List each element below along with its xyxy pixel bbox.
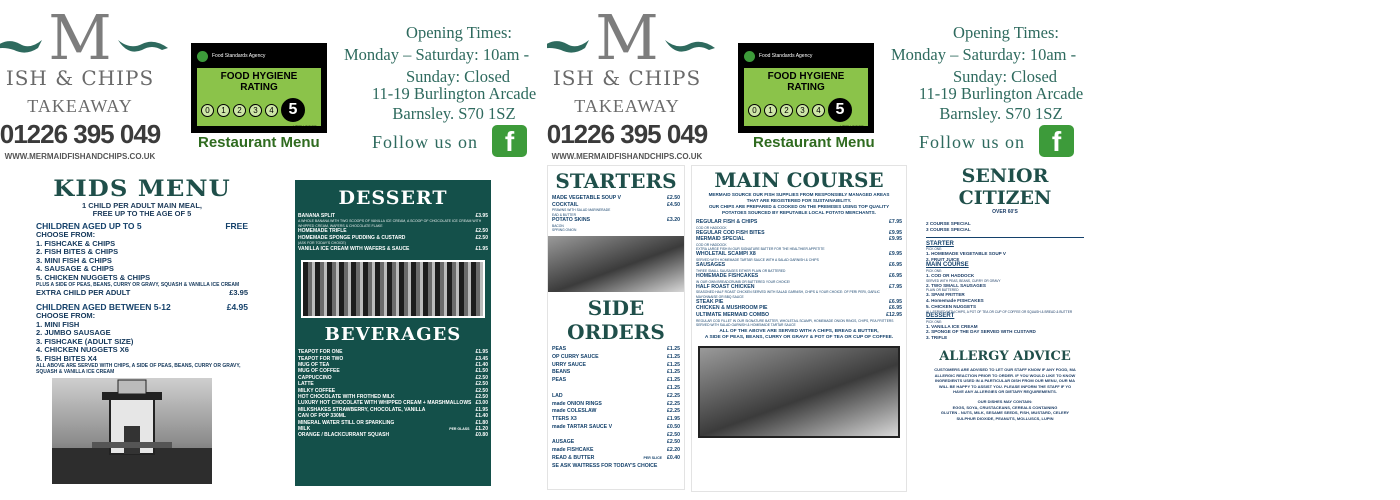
kids-note: PLUS A SIDE OF PEAS, BEANS, CURRY OR GRAVY, SQUASH & VANILLA ICE CREAM — [36, 282, 240, 288]
main-item-name: ULTIMATE MERMAID COMBO — [696, 311, 769, 318]
beverage-name: TEAPOT FOR TWO — [298, 355, 344, 362]
kids-item: 4. SAUSAGE & CHIPS — [36, 264, 114, 273]
main-item-price: £6.95 — [889, 305, 902, 312]
starters-sides-card — [547, 165, 685, 490]
beverage-price: £1.80 — [475, 419, 488, 426]
allergy-line: GLUTEN - NUTS, MILK, SESAME SEEDS, FISH, MUSTARD, CELERY — [940, 410, 1070, 416]
allergy-title: ALLERGY ADVICE — [939, 348, 1071, 364]
opening-sunday: Sunday: Closed — [405, 67, 511, 86]
side-name: LAD — [552, 392, 563, 399]
main-item-price: £6.95 — [889, 272, 902, 279]
dessert-item-price: £2.50 — [475, 234, 488, 241]
beverage-price: £1.95 — [475, 406, 488, 413]
kids-item: 3. FISHCAKE (ADULT SIZE) — [36, 336, 134, 346]
beverage-price: £1.20 — [475, 426, 488, 432]
hygiene-score: 3 — [249, 104, 262, 117]
facebook-icon[interactable]: f — [492, 125, 527, 157]
senior-subtitle: OVER 60'S — [992, 209, 1018, 215]
dessert-beverages-card — [295, 180, 491, 486]
address-line1: 11-19 Burlington Arcade — [371, 84, 537, 103]
menu-panel-right — [547, 0, 1400, 500]
dessert-title: DESSERT — [338, 187, 448, 209]
hygiene-score: 0 — [748, 104, 761, 117]
per-slice-note: PER SLICE — [643, 456, 663, 461]
mermaid-logo[interactable] — [547, 1, 717, 161]
boy-on-boat-photo — [698, 346, 900, 438]
website-link[interactable]: WWW.MERMAIDFISHANDCHIPS.CO.UK — [551, 152, 703, 161]
starter-name: COCKTAIL — [552, 201, 579, 208]
dessert-item-name: VANILLA ICE CREAM WITH WAFERS & SAUCE — [298, 245, 410, 252]
side-price: £1.95 — [667, 416, 680, 423]
side-price: £1.25 — [667, 377, 680, 384]
side-orders-footer: SE ASK WAITRESS FOR TODAY'S CHOICE — [552, 462, 658, 469]
senior-title: SENIOR CITIZEN — [958, 165, 1052, 209]
beverage-price: £2.50 — [475, 387, 488, 394]
kids-item: 2. JUMBO SAUSAGE — [36, 328, 111, 337]
kids-menu-card — [36, 176, 248, 376]
allergy-line: WILL BE HAPPY TO ASSIST YOU. PLEASE INFORM THE STAFF IF YO — [938, 383, 1072, 389]
kids-section-heading: CHILDREN AGED UP TO 5 — [36, 221, 142, 231]
kids-section-price: £4.95 — [226, 302, 248, 312]
starter-price: £3.20 — [667, 216, 680, 223]
logo-fish-name: ISH & CHIPS — [552, 66, 702, 90]
main-item-note: EXTRA LARGE FISH IN OUR SIGNATURE BATTER FOR THE HEALTHIER APPETITE — [696, 247, 825, 252]
main-intro-line: THAT ARE REGISTERED FOR SUSTAINABILITY. — [746, 198, 852, 203]
hygiene-label: VERY GOOD — [839, 124, 864, 129]
senior-pick-label: PICK ONE: — [926, 319, 943, 324]
beverage-name: LATTE — [298, 381, 314, 388]
side-name: TTERS X3 — [552, 416, 577, 423]
opening-heading: Opening Times: — [953, 23, 1059, 42]
beverage-name: MILKY COFFEE — [298, 387, 336, 394]
main-item-price: £7.95 — [889, 283, 902, 290]
phone-number[interactable]: 01226 395 049 — [0, 119, 161, 149]
senior-main-item: 4. Homemade FISHCAKES — [926, 298, 984, 304]
main-item-note: THREE SMALL SAUSAGES EITHER PLAIN OR BATTERED — [696, 268, 786, 273]
main-item-name: CHICKEN & MUSHROOM PIE — [696, 305, 768, 312]
senior-dessert-item: 3. TRIFLE — [926, 335, 948, 341]
opening-heading: Opening Times: — [406, 23, 512, 42]
address-line1: 11-19 Burlington Arcade — [918, 84, 1084, 103]
restaurant-menu-label: Restaurant Menu — [198, 134, 320, 151]
beverage-name: MINERAL WATER STILL OR SPARKLING — [298, 419, 395, 426]
senior-starter-item: 2. FRUIT JUICE — [926, 257, 960, 263]
senior-main-item: 3. SPAM FRITTER — [926, 292, 965, 298]
beverage-price: £2.50 — [475, 381, 488, 388]
side-price: £2.20 — [667, 447, 680, 454]
main-item-name: REGULAR FISH & CHIPS — [696, 219, 758, 225]
starter-name: MADE VEGETABLE SOUP V — [552, 195, 621, 201]
starter-note: SPRING ONION — [552, 227, 577, 232]
senior-dessert-heading: DESSERT — [926, 312, 955, 319]
senior-citizen-card — [920, 165, 1090, 492]
main-item-name: WHOLETAIL SCAMPI X8 — [696, 251, 756, 258]
opening-sunday: Sunday: Closed — [952, 67, 1058, 86]
allergy-line: ALLERGIC REACTION PRIOR TO ORDER. IF YOU WOULD LIKE TO KNOW — [934, 372, 1076, 378]
opening-times — [340, 22, 547, 88]
senior-pick-label: PICK ONE: — [926, 268, 943, 273]
dessert-item-name: HOMEMADE SPONGE PUDDING & CUSTARD — [298, 234, 406, 241]
senior-main-item: 2. TWO SMALL SAUSAGES — [926, 282, 986, 288]
senior-divider — [926, 237, 1084, 238]
side-price: £0.40 — [667, 455, 680, 462]
beverage-name: CAN OF POP 330ML — [298, 413, 346, 420]
address-line2: Barnsley. S70 1SZ — [939, 104, 1063, 123]
side-price: £2.25 — [667, 408, 680, 415]
kids-extra-label: EXTRA CHILD PER ADULT — [36, 288, 131, 297]
side-name: BEANS — [552, 369, 571, 376]
fsa-logo-icon — [197, 51, 208, 62]
beverage-price: £1.95 — [475, 349, 488, 356]
main-intro-line: MERMAID SOURCE OUR FISH SUPPLIES FROM RESPONSIBLY MANAGED AREAS — [708, 192, 890, 197]
kids-item: 3. MINI FISH & CHIPS — [36, 255, 112, 265]
main-footer — [692, 329, 906, 342]
side-price: £2.25 — [667, 392, 680, 399]
kids-choose-label: CHOOSE FROM: — [36, 230, 96, 239]
kids-choose-label: CHOOSE FROM: — [36, 311, 96, 320]
beverage-name: TEAPOT FOR ONE — [298, 349, 343, 356]
kids-item: 2. FISH BITES & CHIPS — [36, 247, 119, 256]
follow-us-text: Follow us on — [919, 132, 1026, 152]
starter-note: PRAWNS WITH SALAD MARINERADE — [552, 208, 611, 213]
main-item-price: £9.95 — [889, 251, 902, 258]
hygiene-score: 2 — [233, 104, 246, 117]
main-item-note: SERVED WITH HOMEMADE TARTAR SAUCE WITH A SALAD GARNISH & CHIPS — [696, 257, 819, 262]
hygiene-title: FOOD HYGIENE RATING — [767, 71, 845, 93]
kids-item: 5. FISH BITES X4 — [36, 353, 97, 363]
starter-price: £4.50 — [667, 201, 680, 208]
main-footer-line: A SIDE OF PEAS, BEANS, CURRY OR GRAVY & POT OF TEA OR CUP OF COFFEE. — [704, 335, 894, 341]
main-item-note: COD OR HADDOCK — [696, 242, 727, 247]
side-name: made FISHCAKE — [552, 447, 594, 454]
main-item-price: £6.95 — [889, 262, 902, 269]
senior-pick-label: PICK ONE: — [926, 247, 943, 252]
main-intro-line: POTATOES SOURCED BY REPUTABLE LOCAL POTATO MERCHANTS. — [722, 210, 876, 215]
hygiene-title: FOOD HYGIENE RATING — [220, 71, 298, 93]
main-item-note: IN OUR OWN BREADCRUMB OR BATTERED YOUR CHOICE! — [696, 279, 791, 284]
starter-note: EAD & BUTTER — [552, 212, 576, 217]
main-item-name: HOMEMADE FISHCAKES — [696, 272, 759, 279]
senior-main-note: ALL SERVED WITH CHIPS, A POT OF TEA OR CUP OF COFFEE OR SQUASH & BREAD & BUTTER — [926, 309, 1073, 314]
senior-main-item: 1. COD OR HADDOCK — [926, 272, 975, 278]
opening-weekday: Monday – Saturday: 10am - — [344, 45, 530, 64]
main-intro-line: OUR CHIPS ARE PREPARED & COOKED ON THE PREMISES USING TOP QUALITY — [708, 204, 890, 209]
side-price: £1.25 — [667, 345, 680, 352]
senior-starter-item: 1. HOMEMADE VEGETABLE SOUP V — [926, 251, 1006, 257]
kids-section-heading: CHILDREN AGED BETWEEN 5-12 — [36, 302, 171, 312]
per-glass-note: PER GLASS — [449, 427, 470, 431]
dessert-item-name: BANANA SPLIT — [298, 213, 336, 219]
main-item-price: £9.95 — [889, 229, 902, 236]
kids-item: 4. CHICKEN NUGGETS X6 — [36, 345, 129, 354]
fishermen-photo — [548, 236, 684, 292]
kids-item: 1. MINI FISH — [36, 319, 80, 329]
side-name: AUSAGE — [552, 439, 575, 446]
fsa-agency: Food Standards Agency — [759, 53, 813, 59]
hygiene-score: 2 — [780, 104, 793, 117]
side-name: URRY SAUCE — [552, 361, 587, 368]
main-item-name: STEAK PIE — [696, 298, 724, 305]
dessert-item-note: A WHOLE BANANA WITH TWO SCOOPS OF VANILLA ICE CREAM, A SCOOP OF CHOCOLATE ICE CREAM WITH WHIPPED CREAM, WAFERS & CHOCOLATE FLAKE — [298, 219, 482, 228]
hygiene-score: 4 — [812, 104, 825, 117]
beverage-name: MUG OF TEA — [298, 361, 330, 368]
hygiene-score-selected: 5 — [828, 98, 852, 122]
senior-main-heading: MAIN COURSE — [926, 261, 969, 268]
beverage-price: £3.45 — [475, 355, 488, 362]
beverage-price: £2.50 — [475, 374, 488, 381]
side-price: £2.50 — [667, 439, 680, 446]
senior-main-note: PLAIN OR BATTERED — [926, 288, 959, 293]
allergy-line: CUSTOMERS ARE ADVISED TO LET OUR STAFF KNOW IF ANY FOOD, MA — [934, 366, 1076, 372]
side-name: PEAS — [552, 345, 567, 352]
main-item-price: £6.95 — [889, 298, 902, 305]
opening-weekday: Monday – Saturday: 10am - — [891, 45, 1077, 64]
kids-section-price: FREE — [225, 221, 248, 231]
beverage-name: MUG OF COFFEE — [298, 368, 340, 375]
main-item-note: REGULAR COD FILLET IN OUR SIGNATURE BATTER, WHOLETAIL SCAMPI, HOMEMADE ONION RINGS, CHIPS, PEA FRITTERS SERVED WITH SALAD GARNISH & HOMEMADE TARTAR SAUCE — [696, 318, 894, 327]
allergy-text — [920, 367, 1090, 421]
side-name: PEAS — [552, 377, 567, 384]
food-hygiene-rating-badge — [191, 43, 327, 133]
beverage-name: ORANGE / BLACKCURRANT SQUASH — [298, 432, 390, 439]
senior-main-item: 5. CHICKEN NUGGETS — [926, 303, 977, 309]
main-course-title: MAIN COURSE — [714, 168, 884, 192]
beverage-name: CAPPUCCINO — [298, 374, 332, 381]
main-intro — [692, 192, 906, 216]
dessert-item-note: (ASK FOR TODAY'S CHOICE) — [298, 241, 346, 246]
kids-note: ALL ABOVE ARE SERVED WITH CHIPS, A SIDE OF PEAS, BEANS, CURRY OR GRAVY, SQUASH & VANILLA ICE CREAM — [36, 363, 241, 375]
address — [911, 84, 1091, 124]
beverages-title: BEVERAGES — [324, 324, 462, 346]
address — [364, 84, 544, 124]
beverage-price: £1.40 — [475, 361, 488, 368]
main-item-name: MERMAID SPECIAL — [696, 236, 745, 243]
fsa-agency: Food Standards Agency — [212, 53, 266, 59]
address-line2: Barnsley. S70 1SZ — [392, 104, 516, 123]
dessert-item-price: £2.50 — [475, 228, 488, 235]
allergy-line: SULPHUR DIOXIDE, PEANUTS, MOLLUSCS, LUPIN — [956, 415, 1054, 421]
senior-special: 3 COURSE SPECIAL — [926, 226, 971, 232]
logo-takeaway: TAKEAWAY — [574, 96, 680, 116]
beverage-name: MILK — [298, 426, 311, 432]
senior-special: 2 COURSE SPECIAL — [926, 221, 971, 226]
main-course-card — [691, 165, 907, 492]
menu-panel-left — [0, 0, 547, 500]
beverage-price: £0.80 — [475, 432, 488, 439]
hygiene-score: 1 — [217, 104, 230, 117]
main-item-price: £12.95 — [886, 311, 902, 318]
main-item-note: SEASONED HALF ROAST CHICKEN SERVED WITH SALAD GARNISH, CHIPS & YOUR CHOICE: OF PERI PERI, GARLIC MAYONNAISE OR BBQ SAUCE — [696, 290, 880, 299]
main-item-name: HALF ROAST CHICKEN — [696, 283, 755, 290]
hygiene-score: 1 — [764, 104, 777, 117]
starter-name: POTATO SKINS — [552, 216, 591, 223]
beverage-price: £3.00 — [475, 400, 488, 407]
allergy-line: OUR DISHES MAY CONTAIN: — [977, 398, 1033, 404]
side-price: £1.25 — [667, 369, 680, 376]
side-name: OP CURRY SAUCE — [552, 353, 599, 360]
kids-extra-price: £3.95 — [229, 288, 248, 297]
hygiene-label: VERY GOOD — [292, 124, 317, 129]
hygiene-score: 3 — [796, 104, 809, 117]
side-name: READ & BUTTER — [552, 455, 595, 462]
senior-dessert-item: 2. SPONGE OF THE DAY SERVED WITH CUSTARD — [926, 329, 1036, 335]
dessert-item-price: £1.95 — [475, 245, 488, 252]
kids-subtitle: FREE UP TO THE AGE OF 5 — [92, 209, 192, 218]
lobster-pots-photo — [301, 260, 485, 318]
follow-us-text: Follow us on — [372, 132, 479, 152]
allergy-line: INGREDIENTS USED IN A PARTICULAR DISH FROM OUR MENU, OUR MA — [934, 378, 1076, 384]
kids-item: 5. CHICKEN NUGGETS & CHIPS — [36, 272, 151, 282]
main-footer-line: ALL OF THE ABOVE ARE SERVED WITH A CHIPS, BREAD & BUTTER, — [719, 328, 879, 334]
kids-menu-title: KIDS MENU — [53, 176, 231, 202]
starter-note: BACON — [552, 223, 564, 228]
main-item-price: £7.95 — [889, 219, 902, 225]
beverage-price: £2.50 — [475, 393, 488, 400]
side-name: made TARTAR SAUCE V — [552, 423, 613, 430]
main-item-price: £9.95 — [889, 236, 902, 243]
side-price: £1.25 — [667, 353, 680, 360]
hygiene-score: 0 — [201, 104, 214, 117]
restaurant-menu-label: Restaurant Menu — [753, 134, 875, 151]
beverage-name: HOT CHOCOLATE WITH FROTHED MILK — [298, 393, 395, 400]
starter-price: £2.50 — [667, 195, 680, 201]
side-name: made ONION RINGS — [552, 400, 602, 407]
side-price: £2.50 — [667, 431, 680, 438]
side-price: £2.25 — [667, 400, 680, 407]
senior-dessert-item: 1. VANILLA ICE CREAM — [926, 323, 978, 329]
logo-takeaway: TAKEAWAY — [27, 96, 133, 116]
logo-letter: M — [595, 1, 659, 74]
allergy-line: EGGS, SOYA, CRUSTACEANS, CEREALS CONTAINING — [952, 404, 1058, 410]
fsa-logo-icon — [744, 51, 755, 62]
main-item-note: COD OR HADDOCK — [696, 225, 727, 230]
kids-subtitle: 1 CHILD PER ADULT MAIN MEAL, — [82, 201, 202, 210]
hygiene-score-selected: 5 — [281, 98, 305, 122]
logo-fish-name: ISH & CHIPS — [5, 66, 155, 90]
side-name: made COLESLAW — [552, 408, 597, 415]
kids-item: 1. FISHCAKE & CHIPS — [36, 238, 116, 248]
senior-main-note: SERVED WITH PEAS, BEANS, CURRY OR GRAVY — [926, 278, 1001, 283]
opening-times — [887, 22, 1127, 88]
main-item-name: REGULAR COD FISH BITES — [696, 229, 765, 236]
dessert-item-price: £3.95 — [475, 213, 488, 219]
dessert-item-name: HOMEMADE TRIFLE — [298, 228, 347, 235]
phone-number[interactable]: 01226 395 049 — [547, 119, 708, 149]
senior-starter-heading: STARTER — [926, 240, 954, 247]
side-price: £1.25 — [667, 384, 680, 391]
beverage-name: MILKSHAKES STRAWBERRY, CHOCOLATE, VANILLA — [298, 406, 426, 413]
side-orders-title: SIDE ORDERS — [567, 295, 665, 344]
hygiene-score: 4 — [265, 104, 278, 117]
lighthouse-photo — [52, 378, 212, 484]
mermaid-logo[interactable] — [0, 1, 170, 161]
beverage-price: £1.40 — [475, 413, 488, 420]
beverage-name: LUXURY HOT CHOCOLATE WITH WHIPPED CREAM + MARSHMALLOWS — [298, 400, 472, 407]
food-hygiene-rating-badge — [738, 43, 874, 133]
website-link[interactable]: WWW.MERMAIDFISHANDCHIPS.CO.UK — [4, 152, 156, 161]
facebook-icon[interactable]: f — [1039, 125, 1074, 157]
starters-title: STARTERS — [555, 169, 677, 193]
side-price: £0.50 — [667, 423, 680, 430]
logo-letter: M — [48, 1, 112, 74]
beverage-price: £1.50 — [475, 368, 488, 375]
main-item-name: SAUSAGES — [696, 262, 726, 269]
allergy-line: HAVE ANY ALLERGIES OR DIETARY REQUIREMENTS. — [953, 389, 1057, 395]
side-price: £1.25 — [667, 361, 680, 368]
